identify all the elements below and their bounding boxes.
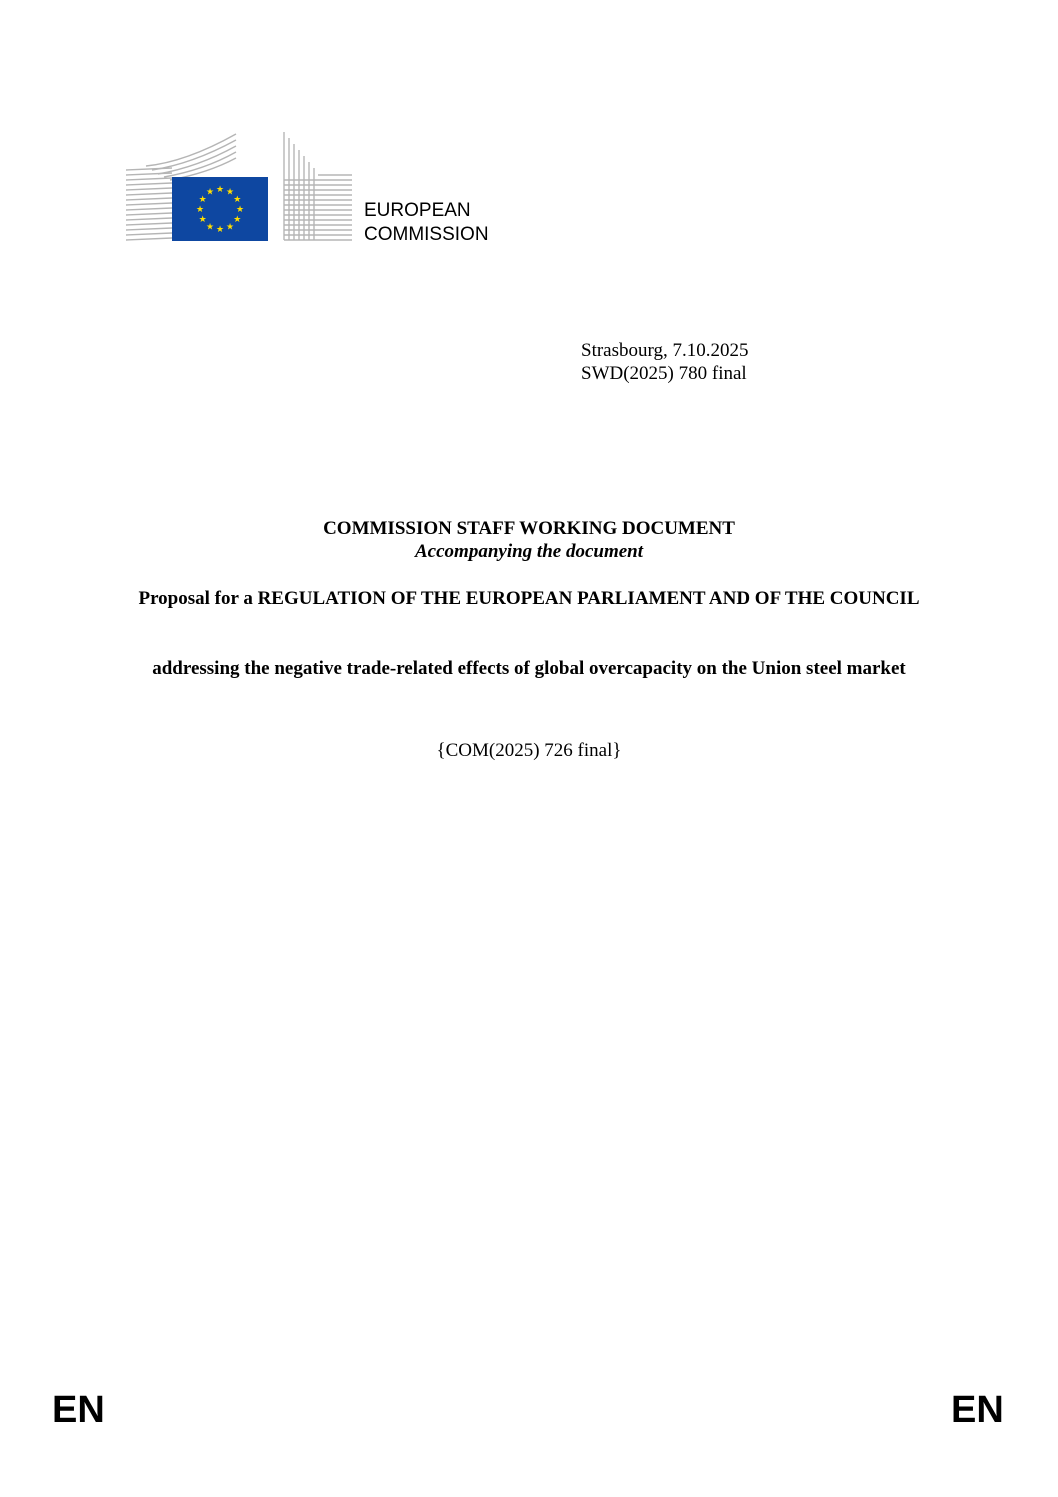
document-number: SWD(2025) 780 final	[581, 363, 747, 384]
svg-text:★: ★	[195, 205, 205, 215]
svg-text:★: ★	[215, 185, 225, 195]
place-date: Strasbourg, 7.10.2025	[581, 340, 749, 361]
svg-text:★: ★	[225, 187, 235, 198]
svg-text:★: ★	[198, 195, 207, 205]
organization-name	[364, 199, 489, 247]
svg-text:★: ★	[215, 225, 225, 235]
document-type-heading: COMMISSION STAFF WORKING DOCUMENT	[323, 518, 735, 539]
svg-text:★: ★	[235, 205, 245, 215]
svg-text:★: ★	[233, 195, 242, 205]
svg-text:★: ★	[205, 187, 215, 198]
proposal-title: Proposal for a REGULATION OF THE EUROPEAN PARLIAMENT AND OF THE COUNCIL	[138, 588, 920, 609]
svg-text:★: ★	[198, 215, 207, 225]
svg-text:★: ★	[205, 222, 215, 233]
subject-title: addressing the negative trade-related effects of global overcapacity on the Union steel market	[152, 658, 906, 679]
language-code-left: EN	[52, 1389, 105, 1431]
svg-text:★: ★	[225, 222, 235, 233]
related-reference: {COM(2025) 726 final}	[436, 740, 622, 761]
document-reference	[581, 339, 748, 385]
european-commission-logo-icon	[126, 130, 352, 242]
svg-text:★: ★	[233, 215, 242, 225]
accompanying-subtitle: Accompanying the document	[415, 541, 643, 562]
org-line-1: EUROPEAN	[364, 200, 471, 221]
language-code-right: EN	[951, 1389, 1004, 1431]
org-line-2: COMMISSION	[364, 224, 489, 245]
